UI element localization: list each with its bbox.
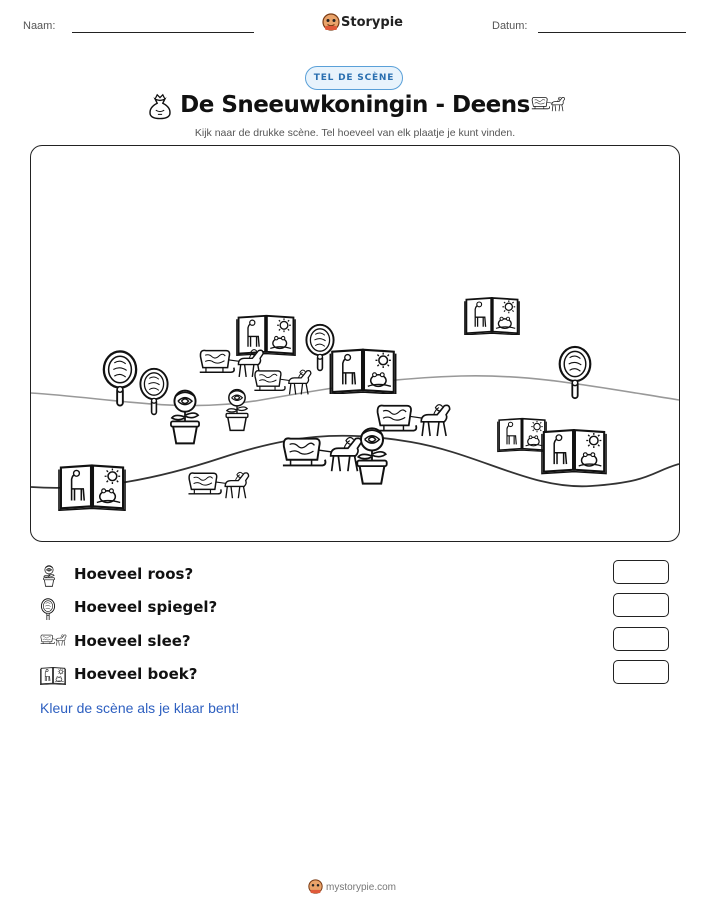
- activity-badge: TEL DE SCÈNE: [305, 66, 403, 90]
- scene-sleigh: [283, 437, 361, 471]
- question-label: Hoeveel slee?: [74, 632, 191, 650]
- scene-rose: [171, 391, 199, 444]
- scene-mirror: [560, 347, 591, 398]
- sleigh-icon: [531, 94, 567, 114]
- question-roses: [40, 563, 680, 589]
- question-sleighs: [40, 630, 680, 656]
- scene-sleigh: [377, 405, 450, 436]
- scene-sleigh: [188, 472, 248, 498]
- scene-mirror: [104, 351, 136, 405]
- coloring-note: Kleur de scène als je klaar bent!: [40, 700, 240, 716]
- brand-name: Storypie: [341, 15, 403, 30]
- answer-box-books[interactable]: [613, 660, 669, 684]
- question-label: Hoeveel roos?: [74, 565, 194, 583]
- scene-book: [498, 418, 547, 452]
- scene-mirror: [140, 369, 167, 415]
- page-title: De Sneeuwkoningin - Deens: [180, 92, 530, 118]
- mirror-icon: [40, 598, 60, 620]
- date-label: Datum:: [492, 20, 528, 32]
- treasure-bag-icon: [146, 92, 174, 120]
- answer-box-roses[interactable]: [613, 560, 669, 584]
- scene-book: [237, 315, 295, 355]
- question-label: Hoeveel boek?: [74, 665, 198, 683]
- count-scene[interactable]: [30, 145, 680, 542]
- answer-box-mirrors[interactable]: [613, 593, 669, 617]
- name-field[interactable]: [72, 32, 254, 33]
- website-link[interactable]: mystorypie.com: [326, 882, 397, 893]
- storypie-logo-icon: [322, 13, 340, 31]
- book-icon: [40, 665, 66, 687]
- question-books: [40, 663, 680, 689]
- scene-book: [542, 429, 606, 473]
- scene-rose: [226, 390, 248, 431]
- scene-rose: [357, 428, 386, 483]
- question-mirrors: [40, 596, 680, 622]
- rose-icon: [40, 565, 60, 587]
- instructions: Kijk naar de drukke scène. Tel hoeveel van elk plaatje je kunt vinden.: [194, 127, 516, 139]
- name-label: Naam:: [23, 20, 56, 32]
- scene-sleigh: [254, 370, 310, 394]
- date-field[interactable]: [538, 32, 686, 33]
- sleigh-icon: [40, 632, 68, 654]
- storypie-logo-icon: [308, 879, 323, 894]
- answer-box-sleighs[interactable]: [613, 627, 669, 651]
- scene-canvas: [31, 146, 679, 541]
- scene-mirror: [306, 325, 333, 371]
- scene-book: [330, 349, 395, 394]
- question-label: Hoeveel spiegel?: [74, 598, 218, 616]
- scene-book: [465, 297, 519, 335]
- scene-book: [59, 465, 125, 511]
